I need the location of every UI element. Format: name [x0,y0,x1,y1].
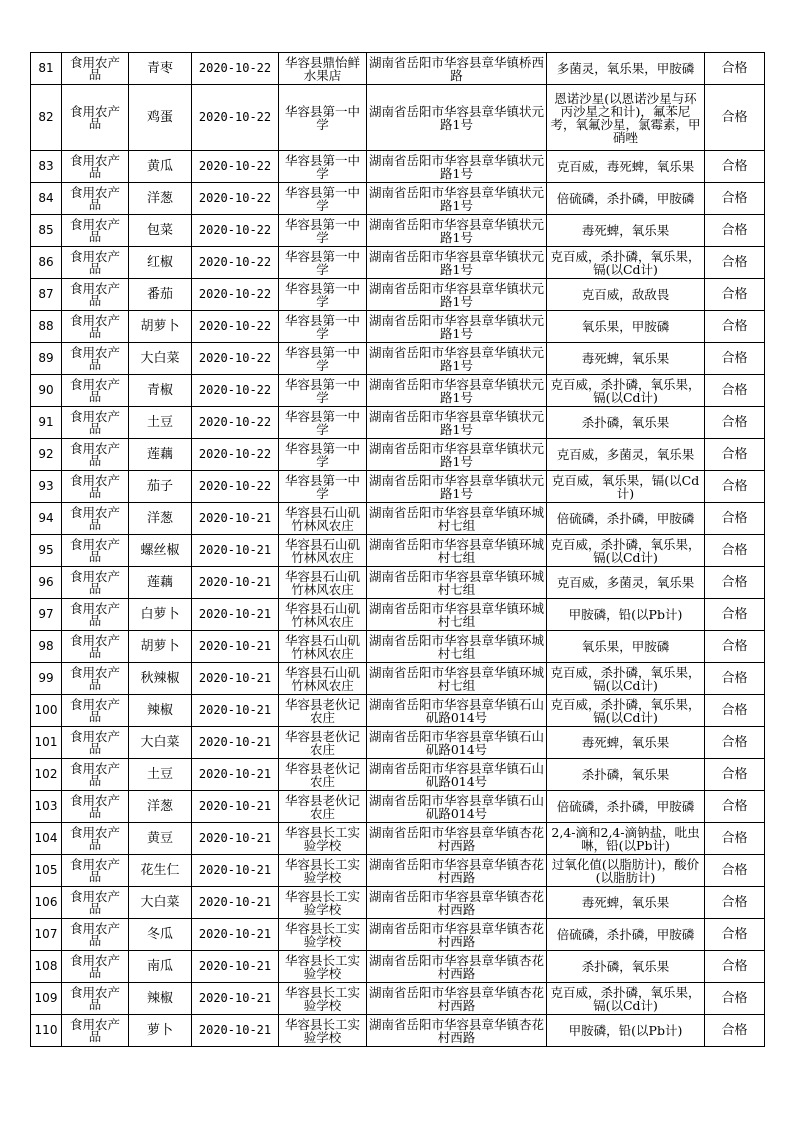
sampled-unit-cell: 华容县第一中学 [279,215,367,247]
test-items-cell: 毒死蜱，氧乐果 [547,215,705,247]
row-number-cell: 86 [31,247,62,279]
sampling-date-cell: 2020-10-22 [192,375,279,407]
product-name-cell: 茄子 [129,471,192,503]
unit-address-cell: 湖南省岳阳市华容县章华镇石山矶路014号 [367,759,547,791]
product-name-cell: 包菜 [129,215,192,247]
table-row [31,53,765,85]
table-row [31,183,765,215]
result-cell: 合格 [705,343,765,375]
sampling-date-cell: 2020-10-22 [192,439,279,471]
unit-address-cell: 湖南省岳阳市华容县章华镇状元路1号 [367,407,547,439]
category-cell: 食用农产品 [62,85,129,151]
table-row [31,375,765,407]
sampling-date-cell: 2020-10-21 [192,983,279,1015]
table-row [31,919,765,951]
sampling-date-cell: 2020-10-22 [192,279,279,311]
result-cell: 合格 [705,407,765,439]
sampling-date-cell: 2020-10-21 [192,535,279,567]
result-cell: 合格 [705,535,765,567]
test-items-cell: 毒死蜱，氧乐果 [547,343,705,375]
test-items-cell: 克百威，毒死蜱，氧乐果 [547,151,705,183]
result-cell: 合格 [705,631,765,663]
table-row [31,311,765,343]
unit-address-cell: 湖南省岳阳市华容县章华镇桥西路 [367,53,547,85]
test-items-cell: 克百威，杀扑磷，氧乐果，镉(以Cd计) [547,535,705,567]
test-items-cell: 克百威，敌敌畏 [547,279,705,311]
sampled-unit-cell: 华容县第一中学 [279,183,367,215]
sampling-date-cell: 2020-10-22 [192,343,279,375]
table-row [31,631,765,663]
product-name-cell: 红椒 [129,247,192,279]
test-items-cell: 甲胺磷，铅(以Pb计) [547,599,705,631]
table-row [31,439,765,471]
test-items-cell: 倍硫磷，杀扑磷，甲胺磷 [547,791,705,823]
category-cell: 食用农产品 [62,631,129,663]
unit-address-cell: 湖南省岳阳市华容县章华镇状元路1号 [367,439,547,471]
sampled-unit-cell: 华容县第一中学 [279,279,367,311]
row-number-cell: 82 [31,85,62,151]
sampling-date-cell: 2020-10-22 [192,183,279,215]
sampled-unit-cell: 华容县石山矶竹林风农庄 [279,631,367,663]
test-items-cell: 克百威，杀扑磷，氧乐果，镉(以Cd计) [547,375,705,407]
sampling-date-cell: 2020-10-21 [192,919,279,951]
test-items-cell: 毒死蜱，氧乐果 [547,887,705,919]
sampling-date-cell: 2020-10-21 [192,599,279,631]
sampling-date-cell: 2020-10-21 [192,759,279,791]
row-number-cell: 83 [31,151,62,183]
result-cell: 合格 [705,759,765,791]
sampled-unit-cell: 华容县第一中学 [279,375,367,407]
sampled-unit-cell: 华容县石山矶竹林风农庄 [279,503,367,535]
result-cell: 合格 [705,855,765,887]
row-number-cell: 98 [31,631,62,663]
test-items-cell: 多菌灵，氧乐果，甲胺磷 [547,53,705,85]
category-cell: 食用农产品 [62,887,129,919]
table-row [31,215,765,247]
product-name-cell: 莲藕 [129,567,192,599]
table-row [31,471,765,503]
row-number-cell: 92 [31,439,62,471]
product-name-cell: 洋葱 [129,791,192,823]
product-name-cell: 胡萝卜 [129,311,192,343]
row-number-cell: 106 [31,887,62,919]
row-number-cell: 99 [31,663,62,695]
product-name-cell: 土豆 [129,759,192,791]
unit-address-cell: 湖南省岳阳市华容县章华镇杏花村西路 [367,919,547,951]
sampling-date-cell: 2020-10-21 [192,887,279,919]
result-cell: 合格 [705,823,765,855]
row-number-cell: 93 [31,471,62,503]
unit-address-cell: 湖南省岳阳市华容县章华镇状元路1号 [367,247,547,279]
table-row [31,151,765,183]
result-cell: 合格 [705,791,765,823]
row-number-cell: 87 [31,279,62,311]
sampled-unit-cell: 华容县长工实验学校 [279,887,367,919]
row-number-cell: 91 [31,407,62,439]
result-cell: 合格 [705,151,765,183]
sampled-unit-cell: 华容县长工实验学校 [279,983,367,1015]
table-row [31,567,765,599]
unit-address-cell: 湖南省岳阳市华容县章华镇杏花村西路 [367,823,547,855]
sampling-date-cell: 2020-10-21 [192,823,279,855]
result-cell: 合格 [705,1015,765,1047]
sampling-date-cell: 2020-10-21 [192,855,279,887]
result-cell: 合格 [705,663,765,695]
unit-address-cell: 湖南省岳阳市华容县章华镇杏花村西路 [367,855,547,887]
sampled-unit-cell: 华容县长工实验学校 [279,823,367,855]
sampled-unit-cell: 华容县第一中学 [279,247,367,279]
category-cell: 食用农产品 [62,183,129,215]
result-cell: 合格 [705,695,765,727]
unit-address-cell: 湖南省岳阳市华容县章华镇状元路1号 [367,279,547,311]
sampling-date-cell: 2020-10-21 [192,727,279,759]
table-row [31,983,765,1015]
unit-address-cell: 湖南省岳阳市华容县章华镇环城村七组 [367,503,547,535]
unit-address-cell: 湖南省岳阳市华容县章华镇石山矶路014号 [367,791,547,823]
unit-address-cell: 湖南省岳阳市华容县章华镇杏花村西路 [367,951,547,983]
category-cell: 食用农产品 [62,407,129,439]
sampled-unit-cell: 华容县石山矶竹林风农庄 [279,567,367,599]
test-items-cell: 杀扑磷，氧乐果 [547,759,705,791]
product-name-cell: 土豆 [129,407,192,439]
sampled-unit-cell: 华容县鼎怡鲜水果店 [279,53,367,85]
test-items-cell: 倍硫磷，杀扑磷，甲胺磷 [547,183,705,215]
product-name-cell: 鸡蛋 [129,85,192,151]
category-cell: 食用农产品 [62,151,129,183]
unit-address-cell: 湖南省岳阳市华容县章华镇环城村七组 [367,599,547,631]
category-cell: 食用农产品 [62,279,129,311]
category-cell: 食用农产品 [62,343,129,375]
sampling-date-cell: 2020-10-21 [192,567,279,599]
row-number-cell: 88 [31,311,62,343]
product-name-cell: 螺丝椒 [129,535,192,567]
category-cell: 食用农产品 [62,53,129,85]
unit-address-cell: 湖南省岳阳市华容县章华镇状元路1号 [367,85,547,151]
sampling-date-cell: 2020-10-22 [192,407,279,439]
product-name-cell: 青椒 [129,375,192,407]
sampling-date-cell: 2020-10-22 [192,215,279,247]
product-name-cell: 大白菜 [129,887,192,919]
sampled-unit-cell: 华容县第一中学 [279,407,367,439]
category-cell: 食用农产品 [62,983,129,1015]
inspection-results-table [30,52,765,1047]
test-items-cell: 克百威，杀扑磷，氧乐果，镉(以Cd计) [547,247,705,279]
table-row [31,1015,765,1047]
unit-address-cell: 湖南省岳阳市华容县章华镇状元路1号 [367,343,547,375]
table-row [31,503,765,535]
product-name-cell: 黄豆 [129,823,192,855]
sampled-unit-cell: 华容县老伙记农庄 [279,791,367,823]
result-cell: 合格 [705,375,765,407]
sampled-unit-cell: 华容县第一中学 [279,311,367,343]
unit-address-cell: 湖南省岳阳市华容县章华镇杏花村西路 [367,887,547,919]
sampled-unit-cell: 华容县长工实验学校 [279,1015,367,1047]
category-cell: 食用农产品 [62,695,129,727]
product-name-cell: 花生仁 [129,855,192,887]
test-items-cell: 克百威，氧乐果，镉(以Cd计) [547,471,705,503]
category-cell: 食用农产品 [62,471,129,503]
product-name-cell: 南瓜 [129,951,192,983]
category-cell: 食用农产品 [62,1015,129,1047]
category-cell: 食用农产品 [62,311,129,343]
unit-address-cell: 湖南省岳阳市华容县章华镇状元路1号 [367,151,547,183]
test-items-cell: 杀扑磷，氧乐果 [547,951,705,983]
sampled-unit-cell: 华容县第一中学 [279,343,367,375]
row-number-cell: 84 [31,183,62,215]
test-items-cell: 甲胺磷，铅(以Pb计) [547,1015,705,1047]
result-cell: 合格 [705,215,765,247]
table-row [31,727,765,759]
product-name-cell: 辣椒 [129,983,192,1015]
row-number-cell: 105 [31,855,62,887]
table-row [31,823,765,855]
table-row [31,343,765,375]
sampling-date-cell: 2020-10-21 [192,1015,279,1047]
result-cell: 合格 [705,183,765,215]
row-number-cell: 85 [31,215,62,247]
result-cell: 合格 [705,983,765,1015]
table-body [31,53,765,1047]
sampled-unit-cell: 华容县老伙记农庄 [279,759,367,791]
sampled-unit-cell: 华容县石山矶竹林风农庄 [279,535,367,567]
test-items-cell: 克百威，杀扑磷，氧乐果，镉(以Cd计) [547,983,705,1015]
unit-address-cell: 湖南省岳阳市华容县章华镇状元路1号 [367,311,547,343]
result-cell: 合格 [705,311,765,343]
sampled-unit-cell: 华容县第一中学 [279,151,367,183]
category-cell: 食用农产品 [62,567,129,599]
row-number-cell: 102 [31,759,62,791]
test-items-cell: 氧乐果，甲胺磷 [547,311,705,343]
product-name-cell: 白萝卜 [129,599,192,631]
sampling-date-cell: 2020-10-22 [192,53,279,85]
category-cell: 食用农产品 [62,951,129,983]
unit-address-cell: 湖南省岳阳市华容县章华镇石山矶路014号 [367,695,547,727]
sampled-unit-cell: 华容县石山矶竹林风农庄 [279,599,367,631]
category-cell: 食用农产品 [62,727,129,759]
row-number-cell: 94 [31,503,62,535]
category-cell: 食用农产品 [62,215,129,247]
sampling-date-cell: 2020-10-21 [192,791,279,823]
category-cell: 食用农产品 [62,503,129,535]
row-number-cell: 107 [31,919,62,951]
table-row [31,791,765,823]
sampling-date-cell: 2020-10-21 [192,503,279,535]
product-name-cell: 青枣 [129,53,192,85]
category-cell: 食用农产品 [62,823,129,855]
unit-address-cell: 湖南省岳阳市华容县章华镇环城村七组 [367,567,547,599]
row-number-cell: 100 [31,695,62,727]
unit-address-cell: 湖南省岳阳市华容县章华镇环城村七组 [367,535,547,567]
result-cell: 合格 [705,599,765,631]
table-row [31,599,765,631]
sampled-unit-cell: 华容县老伙记农庄 [279,695,367,727]
table-row [31,887,765,919]
unit-address-cell: 湖南省岳阳市华容县章华镇状元路1号 [367,215,547,247]
test-items-cell: 克百威，多菌灵，氧乐果 [547,439,705,471]
sampling-date-cell: 2020-10-21 [192,663,279,695]
result-cell: 合格 [705,279,765,311]
test-items-cell: 2,4-滴和2,4-滴钠盐，吡虫啉，铅(以Pb计) [547,823,705,855]
table-row [31,407,765,439]
sampling-date-cell: 2020-10-21 [192,631,279,663]
product-name-cell: 洋葱 [129,183,192,215]
sampled-unit-cell: 华容县第一中学 [279,85,367,151]
product-name-cell: 莲藕 [129,439,192,471]
row-number-cell: 97 [31,599,62,631]
test-items-cell: 杀扑磷，氧乐果 [547,407,705,439]
sampled-unit-cell: 华容县老伙记农庄 [279,727,367,759]
category-cell: 食用农产品 [62,247,129,279]
result-cell: 合格 [705,439,765,471]
unit-address-cell: 湖南省岳阳市华容县章华镇环城村七组 [367,631,547,663]
row-number-cell: 96 [31,567,62,599]
sampling-date-cell: 2020-10-22 [192,85,279,151]
row-number-cell: 109 [31,983,62,1015]
row-number-cell: 95 [31,535,62,567]
table-row [31,663,765,695]
product-name-cell: 黄瓜 [129,151,192,183]
table-row [31,85,765,151]
sampled-unit-cell: 华容县长工实验学校 [279,855,367,887]
category-cell: 食用农产品 [62,759,129,791]
category-cell: 食用农产品 [62,535,129,567]
row-number-cell: 89 [31,343,62,375]
product-name-cell: 大白菜 [129,727,192,759]
product-name-cell: 萝卜 [129,1015,192,1047]
unit-address-cell: 湖南省岳阳市华容县章华镇状元路1号 [367,471,547,503]
result-cell: 合格 [705,567,765,599]
sampling-date-cell: 2020-10-21 [192,695,279,727]
result-cell: 合格 [705,887,765,919]
category-cell: 食用农产品 [62,439,129,471]
result-cell: 合格 [705,471,765,503]
test-items-cell: 克百威，多菌灵，氧乐果 [547,567,705,599]
result-cell: 合格 [705,85,765,151]
table-row [31,247,765,279]
product-name-cell: 胡萝卜 [129,631,192,663]
table-row [31,695,765,727]
product-name-cell: 番茄 [129,279,192,311]
table-row [31,279,765,311]
sampling-date-cell: 2020-10-22 [192,151,279,183]
unit-address-cell: 湖南省岳阳市华容县章华镇状元路1号 [367,375,547,407]
category-cell: 食用农产品 [62,599,129,631]
sampling-date-cell: 2020-10-21 [192,951,279,983]
table-row [31,759,765,791]
row-number-cell: 104 [31,823,62,855]
test-items-cell: 氧乐果，甲胺磷 [547,631,705,663]
product-name-cell: 大白菜 [129,343,192,375]
test-items-cell: 克百威，杀扑磷，氧乐果，镉(以Cd计) [547,695,705,727]
test-items-cell: 过氧化值(以脂肪计)，酸价(以脂肪计) [547,855,705,887]
test-items-cell: 恩诺沙星(以恩诺沙星与环丙沙星之和计)，氟苯尼考，氧氟沙星，氯霉素，甲硝唑 [547,85,705,151]
row-number-cell: 101 [31,727,62,759]
row-number-cell: 110 [31,1015,62,1047]
result-cell: 合格 [705,247,765,279]
row-number-cell: 90 [31,375,62,407]
sampling-date-cell: 2020-10-22 [192,471,279,503]
product-name-cell: 冬瓜 [129,919,192,951]
category-cell: 食用农产品 [62,663,129,695]
test-items-cell: 毒死蜱，氧乐果 [547,727,705,759]
unit-address-cell: 湖南省岳阳市华容县章华镇石山矶路014号 [367,727,547,759]
product-name-cell: 辣椒 [129,695,192,727]
category-cell: 食用农产品 [62,791,129,823]
product-name-cell: 秋辣椒 [129,663,192,695]
test-items-cell: 倍硫磷，杀扑磷，甲胺磷 [547,919,705,951]
result-cell: 合格 [705,503,765,535]
category-cell: 食用农产品 [62,919,129,951]
test-items-cell: 克百威，杀扑磷，氧乐果，镉(以Cd计) [547,663,705,695]
row-number-cell: 108 [31,951,62,983]
result-cell: 合格 [705,919,765,951]
row-number-cell: 103 [31,791,62,823]
unit-address-cell: 湖南省岳阳市华容县章华镇状元路1号 [367,183,547,215]
sampled-unit-cell: 华容县长工实验学校 [279,919,367,951]
table-row [31,535,765,567]
sampled-unit-cell: 华容县长工实验学校 [279,951,367,983]
sampling-date-cell: 2020-10-22 [192,247,279,279]
test-items-cell: 倍硫磷，杀扑磷，甲胺磷 [547,503,705,535]
unit-address-cell: 湖南省岳阳市华容县章华镇杏花村西路 [367,1015,547,1047]
product-name-cell: 洋葱 [129,503,192,535]
row-number-cell: 81 [31,53,62,85]
sampled-unit-cell: 华容县石山矶竹林风农庄 [279,663,367,695]
unit-address-cell: 湖南省岳阳市华容县章华镇杏花村西路 [367,983,547,1015]
table-row [31,855,765,887]
table-row [31,951,765,983]
result-cell: 合格 [705,727,765,759]
result-cell: 合格 [705,951,765,983]
result-cell: 合格 [705,53,765,85]
sampled-unit-cell: 华容县第一中学 [279,471,367,503]
sampled-unit-cell: 华容县第一中学 [279,439,367,471]
sampling-date-cell: 2020-10-22 [192,311,279,343]
category-cell: 食用农产品 [62,375,129,407]
category-cell: 食用农产品 [62,855,129,887]
unit-address-cell: 湖南省岳阳市华容县章华镇环城村七组 [367,663,547,695]
